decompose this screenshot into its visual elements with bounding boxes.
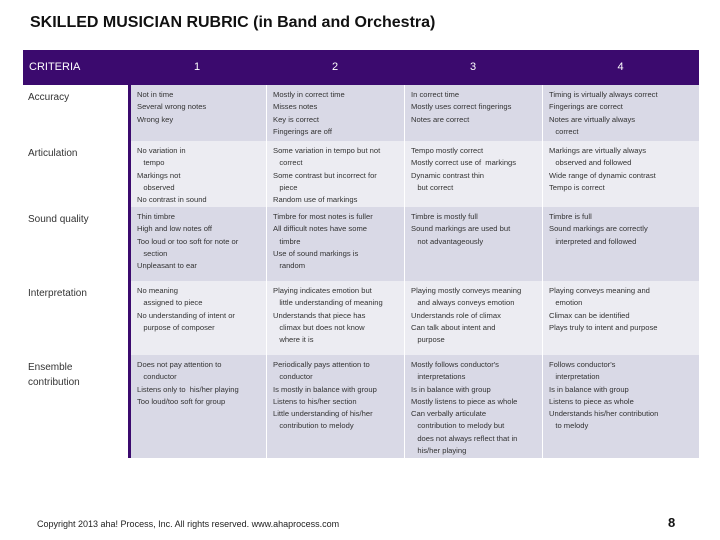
cell-text: Markings are virtually always <box>549 146 647 155</box>
cell-text: Key is correct <box>273 114 319 124</box>
rubric-cell <box>542 85 699 141</box>
cell-text: random <box>273 261 306 271</box>
rubric-cell <box>128 85 266 141</box>
rubric-cell <box>266 355 404 458</box>
cell-text: observed and followed <box>549 158 632 168</box>
cell-text: Timing is virtually always correct <box>549 90 658 99</box>
cell-text: Wide range of dynamic contrast <box>549 170 656 180</box>
cell-text: Dynamic contrast thin <box>411 170 485 180</box>
cell-text: Little understanding of his/her <box>273 409 373 419</box>
cell-text: Tempo is correct <box>549 182 605 192</box>
rubric-cell <box>266 281 404 355</box>
criterion-text: Sound quality <box>28 214 89 225</box>
cell-text: and always conveys emotion <box>411 298 515 308</box>
cell-text: Listens to piece as whole <box>549 396 634 406</box>
cell-text: Mostly correct use of markings <box>411 158 517 168</box>
cell-text: Can talk about intent and <box>411 322 496 332</box>
cell-text: Playing indicates emotion but <box>273 286 372 295</box>
rubric-cell <box>128 141 266 207</box>
cell-text: little understanding of meaning <box>273 298 383 308</box>
cell-text: Is in balance with group <box>411 384 491 394</box>
cell-text: Timbre is mostly full <box>411 212 478 221</box>
rubric-cell <box>404 281 542 355</box>
cell-text: Is in balance with group <box>549 384 629 394</box>
cell-text: All difficult notes have some <box>273 224 367 234</box>
cell-text: correct <box>549 126 579 136</box>
cell-text: interpreted and followed <box>549 236 637 246</box>
cell-text: Plays truly to intent and purpose <box>549 322 658 332</box>
criterion-text: Articulation <box>28 148 78 159</box>
cell-text: emotion <box>549 298 583 308</box>
rubric-cell <box>542 141 699 207</box>
cell-text: climax but does not know <box>273 322 365 332</box>
header-criteria: CRITERIA <box>23 50 128 85</box>
criterion-text: Interpretation <box>28 288 87 299</box>
rubric-cell <box>542 281 699 355</box>
cell-text: Sound markings are correctly <box>549 224 648 234</box>
cell-text: conductor <box>137 372 177 382</box>
cell-text: No understanding of intent or <box>137 310 235 320</box>
cell-text: his/her playing <box>411 446 467 456</box>
rubric-cell <box>128 355 266 458</box>
cell-text: Tempo mostly correct <box>411 146 484 155</box>
cell-text: Unpleasant to ear <box>137 261 197 271</box>
cell-text: interpretations <box>411 372 466 382</box>
cell-text: Can verbally articulate <box>411 409 487 419</box>
rubric-cell <box>542 207 699 281</box>
cell-text: Too loud or too soft for note or <box>137 236 239 246</box>
criterion-label <box>23 355 128 458</box>
cell-text: Misses notes <box>273 102 318 112</box>
cell-text: contribution to melody but <box>411 421 505 431</box>
rubric-cell <box>266 85 404 141</box>
cell-text: Fingerings are correct <box>549 102 623 112</box>
cell-text: piece <box>273 182 298 192</box>
cell-text: No contrast in sound <box>137 195 207 205</box>
cell-text: Does not pay attention to <box>137 360 222 369</box>
cell-text: No meaning <box>137 286 178 295</box>
cell-text: does not always reflect that in <box>411 433 518 443</box>
cell-text: Mostly in correct time <box>273 90 345 99</box>
cell-text: Periodically pays attention to <box>273 360 370 369</box>
cell-text: Timbre for most notes is fuller <box>273 212 373 221</box>
criterion-label <box>23 281 128 355</box>
cell-text: Too loud/too soft for group <box>137 396 226 406</box>
cell-text: Fingerings are off <box>273 126 332 136</box>
cell-text: No variation in <box>137 146 186 155</box>
cell-text: Notes are correct <box>411 114 470 124</box>
cell-text: not advantageously <box>411 236 484 246</box>
cell-text: Notes are virtually always <box>549 114 636 124</box>
cell-text: Mostly follows conductor's <box>411 360 499 369</box>
cell-text: Use of sound markings is <box>273 248 359 258</box>
criterion-text: contribution <box>28 377 80 388</box>
rubric-table <box>23 50 699 458</box>
cell-text: timbre <box>273 236 301 246</box>
header-level-3: 3 <box>404 50 542 85</box>
rubric-cell <box>542 355 699 458</box>
cell-text: Wrong key <box>137 114 174 124</box>
criterion-label <box>23 85 128 141</box>
criterion-label <box>23 207 128 281</box>
rubric-cell <box>404 141 542 207</box>
cell-text: Some contrast but incorrect for <box>273 170 377 180</box>
copyright-footer: Copyright 2013 aha! Process, Inc. All rights reserved. www.ahaprocess.com <box>37 519 340 529</box>
cell-text: purpose of composer <box>137 322 215 332</box>
cell-text: Follows conductor's <box>549 360 616 369</box>
rubric-cell <box>404 85 542 141</box>
cell-text: Thin timbre <box>137 212 175 221</box>
header-level-2: 2 <box>266 50 404 85</box>
cell-text: Playing conveys meaning and <box>549 286 650 295</box>
cell-text: Playing mostly conveys meaning <box>411 286 522 295</box>
page-number: 8 <box>668 515 676 530</box>
cell-text: Some variation in tempo but not <box>273 146 381 155</box>
criterion-text: Ensemble <box>28 362 73 373</box>
cell-text: Understands that piece has <box>273 310 366 320</box>
cell-text: Markings not <box>137 170 181 180</box>
cell-text: contribution to melody <box>273 421 354 431</box>
cell-text: Timbre is full <box>549 212 592 221</box>
cell-text: Listens to his/her section <box>273 396 357 406</box>
cell-text: interpretation <box>549 372 600 382</box>
rubric-cell <box>404 355 542 458</box>
cell-text: Listens only to his/her playing <box>137 384 239 394</box>
cell-text: Sound markings are used but <box>411 224 511 234</box>
cell-text: purpose <box>411 335 445 345</box>
rubric-cell <box>266 141 404 207</box>
cell-text: but correct <box>411 182 454 192</box>
cell-text: In correct time <box>411 90 460 99</box>
cell-text: where it is <box>273 335 314 345</box>
cell-text: Not in time <box>137 90 174 99</box>
cell-text: assigned to piece <box>137 298 203 308</box>
page-title: SKILLED MUSICIAN RUBRIC (in Band and Orchestra) <box>30 14 436 31</box>
cell-text: observed <box>137 182 175 192</box>
cell-text: Understands role of climax <box>411 310 501 320</box>
rubric-cell <box>404 207 542 281</box>
rubric-cell <box>128 281 266 355</box>
cell-text: correct <box>273 158 303 168</box>
cell-text: tempo <box>137 158 165 168</box>
cell-text: Is mostly in balance with group <box>273 384 377 394</box>
criterion-text: Accuracy <box>28 92 70 103</box>
header-level-1: 1 <box>128 50 266 85</box>
cell-text: section <box>137 248 168 258</box>
cell-text: Several wrong notes <box>137 102 207 112</box>
cell-text: Mostly listens to piece as whole <box>411 396 518 406</box>
cell-text: Understands his/her contribution <box>549 409 659 419</box>
header-level-4: 4 <box>542 50 699 85</box>
cell-text: Climax can be identified <box>549 310 630 320</box>
criterion-label <box>23 141 128 207</box>
rubric-cell <box>266 207 404 281</box>
cell-text: conductor <box>273 372 313 382</box>
cell-text: Mostly uses correct fingerings <box>411 102 512 112</box>
cell-text: High and low notes off <box>137 224 213 234</box>
rubric-cell <box>128 207 266 281</box>
cell-text: Random use of markings <box>273 195 358 205</box>
cell-text: to melody <box>549 421 589 431</box>
